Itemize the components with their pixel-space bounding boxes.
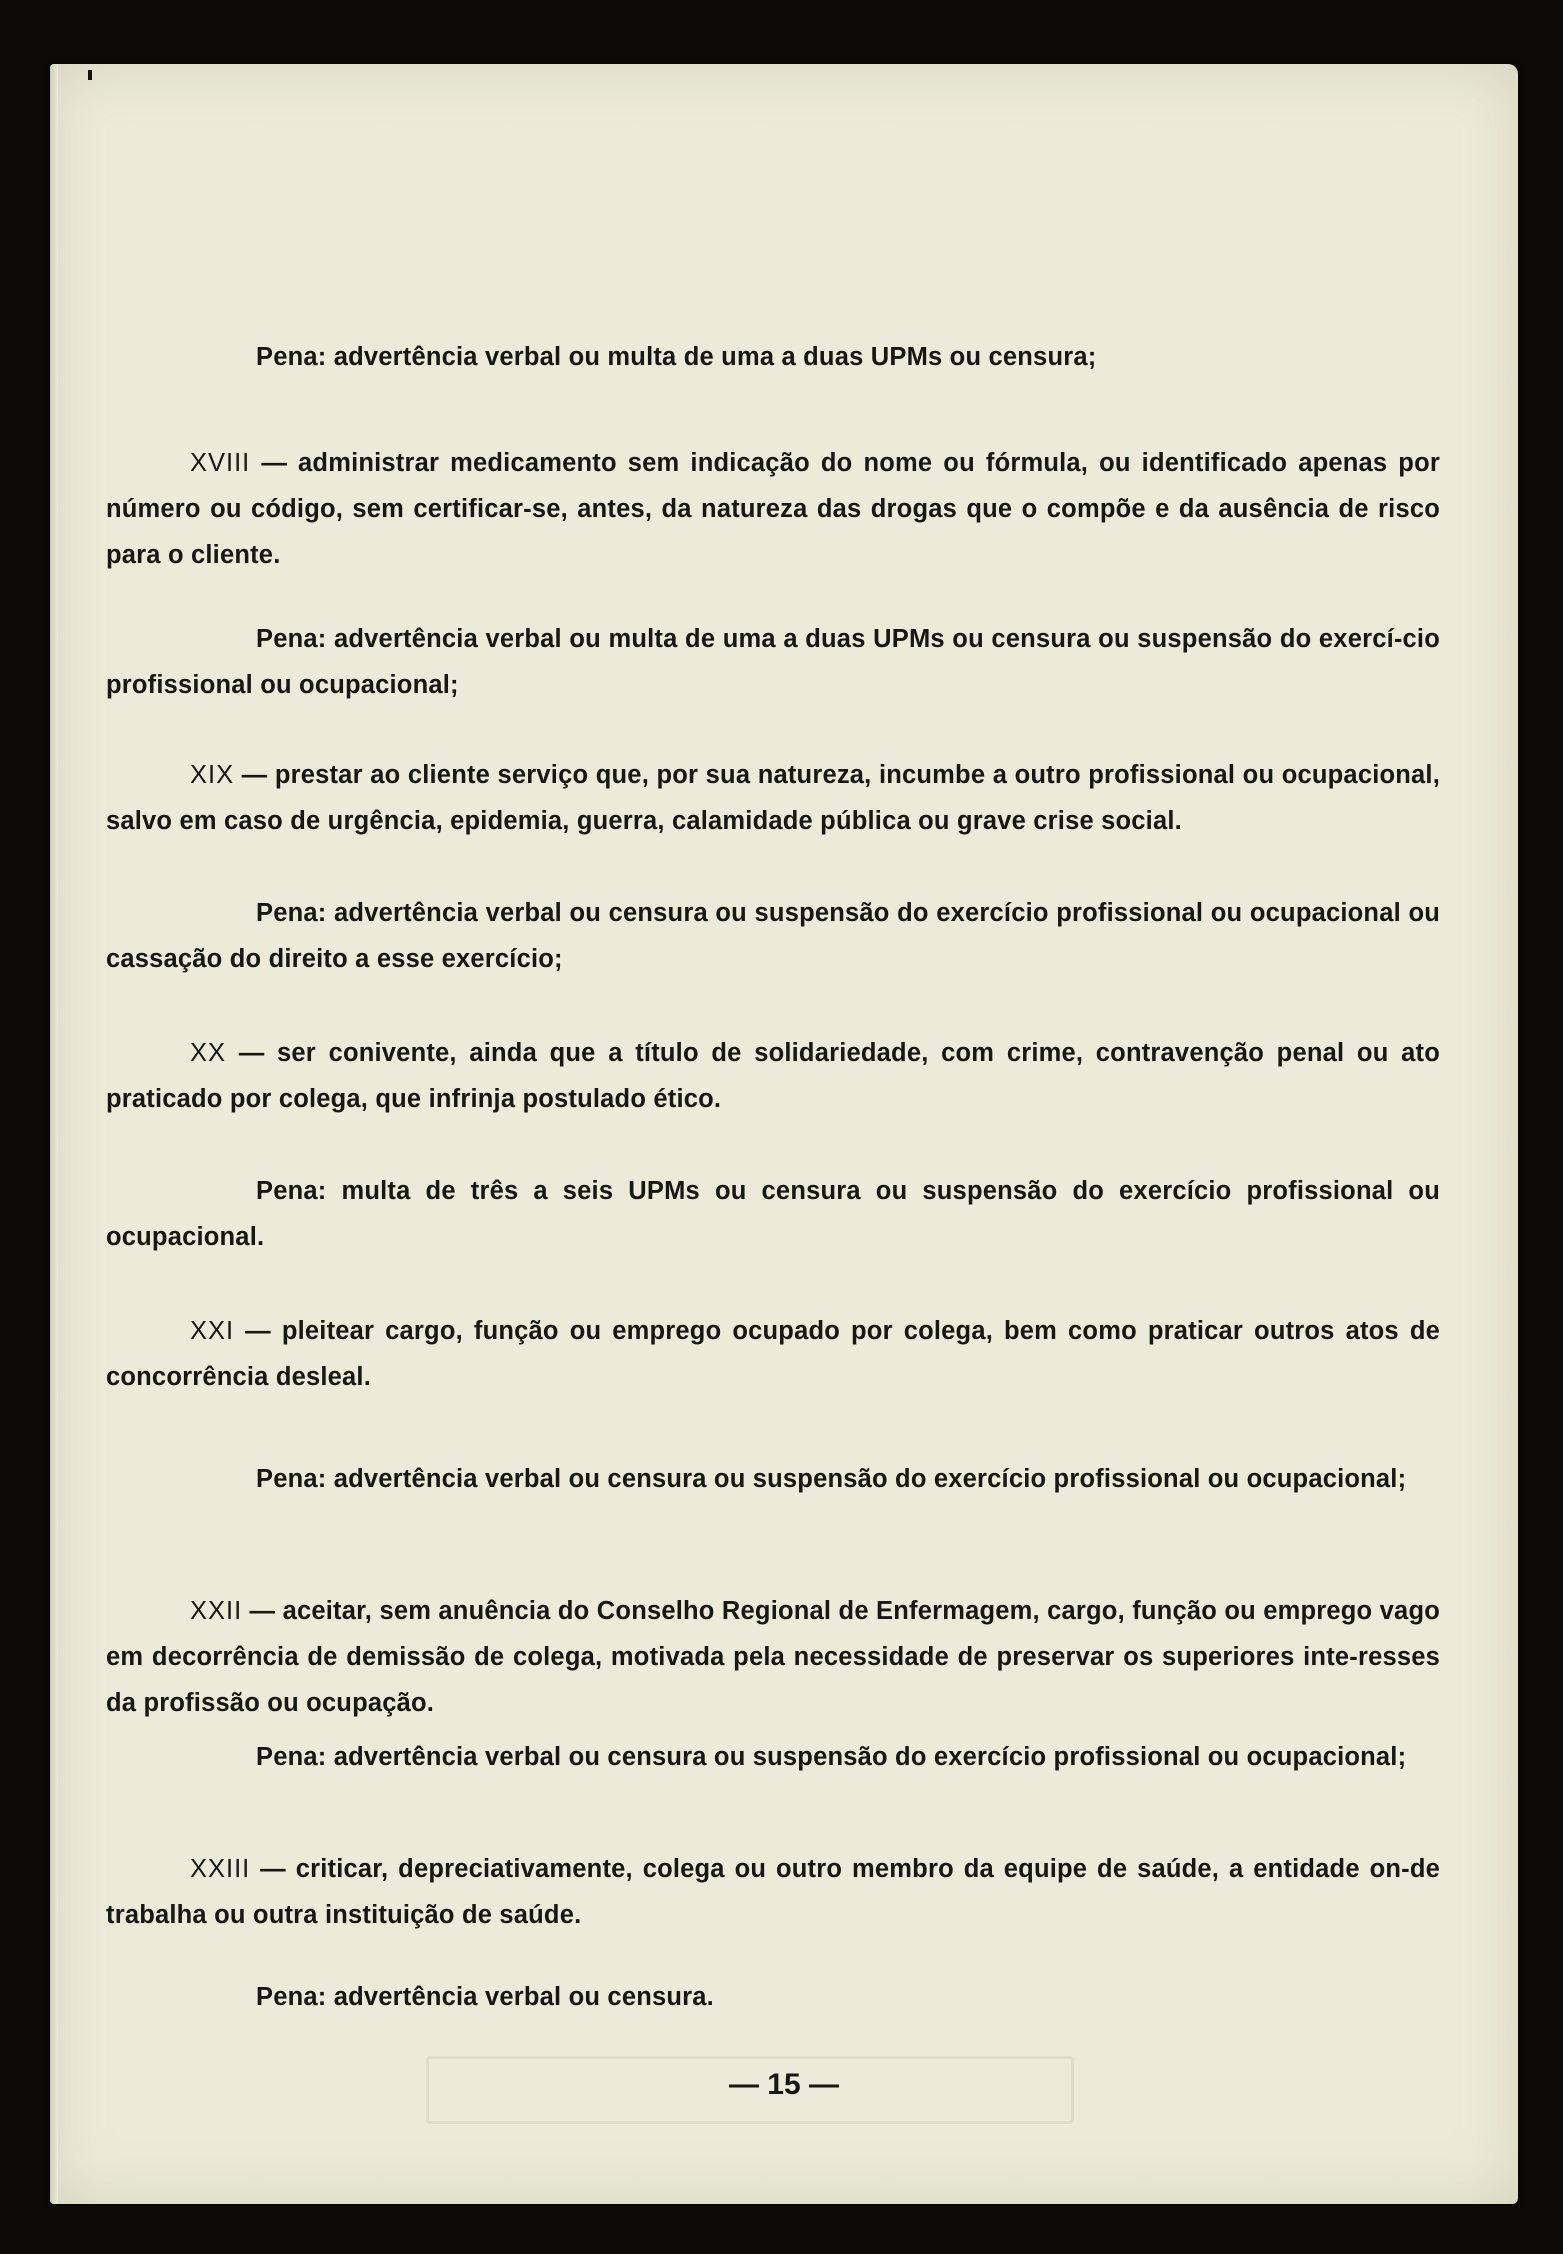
item-number: XIX [190, 761, 235, 789]
penalty-paragraph [106, 616, 1440, 708]
penalty-text: advertência verbal ou censura ou suspensão do exercício profissional ou ocupacional; [333, 1743, 1407, 1771]
item-number: XX [190, 1039, 227, 1067]
penalty-label: Pena: [256, 625, 327, 653]
penalty-paragraph [106, 1168, 1440, 1260]
article-item [106, 1030, 1440, 1122]
item-number: XXII [190, 1597, 243, 1625]
penalty-text: multa de três a seis UPMs ou censura ou suspensão do exercício profissional ou ocupacional. [106, 1177, 1440, 1251]
page-edge [50, 64, 58, 2204]
margin-mark [88, 70, 92, 80]
penalty-label: Pena: [256, 1983, 327, 2011]
article-item [106, 1308, 1440, 1400]
item-text: — aceitar, sem anuência do Conselho Regional de Enfermagem, cargo, função ou emprego vago em decorrência de demissão de colega, motivada pela necessidade de preservar os superiores inte-resses da profissão ou ocupação. [106, 1597, 1440, 1717]
penalty-label: Pena: [256, 1465, 327, 1493]
penalty-paragraph [106, 1974, 1440, 2020]
penalty-paragraph [106, 890, 1440, 982]
item-number: XXIII [190, 1855, 251, 1883]
article-item [106, 440, 1440, 578]
penalty-text: advertência verbal ou censura. [333, 1983, 714, 2011]
article-item [106, 1846, 1440, 1938]
item-number: XVIII [190, 449, 251, 477]
penalty-paragraph [106, 334, 1440, 380]
penalty-paragraph [106, 1456, 1440, 1502]
penalty-text: advertência verbal ou censura ou suspensão do exercício profissional ou ocupacional; [333, 1465, 1407, 1493]
penalty-label: Pena: [256, 343, 327, 371]
item-text: — criticar, depreciativamente, colega ou outro membro da equipe de saúde, a entidade on-de trabalha ou outra instituição de saúde. [106, 1855, 1440, 1929]
penalty-label: Pena: [256, 1743, 327, 1771]
penalty-paragraph [106, 1734, 1440, 1780]
penalty-label: Pena: [256, 899, 327, 927]
article-item [106, 752, 1440, 844]
item-text: — pleitear cargo, função ou emprego ocupado por colega, bem como praticar outros atos de concorrência desleal. [106, 1317, 1440, 1391]
penalty-text: advertência verbal ou multa de uma a duas UPMs ou censura ou suspensão do exercí-cio profissional ou ocupacional; [106, 625, 1440, 699]
page-number: — 15 — [728, 2068, 840, 2101]
penalty-label: Pena: [256, 1177, 327, 1205]
item-text: — prestar ao cliente serviço que, por sua natureza, incumbe a outro profissional ou ocupacional, salvo em caso de urgência, epidemia, guerra, calamidade pública ou grave crise social. [106, 761, 1440, 835]
penalty-text: advertência verbal ou censura ou suspensão do exercício profissional ou ocupacional ou cassação do direito a esse exercício; [106, 899, 1440, 973]
penalty-text: advertência verbal ou multa de uma a duas UPMs ou censura; [333, 343, 1097, 371]
item-text: — administrar medicamento sem indicação do nome ou fórmula, ou identificado apenas por número ou código, sem certificar-se, antes, da natureza das drogas que o compõe e da ausência de risco para o cliente. [106, 449, 1440, 569]
article-item [106, 1588, 1440, 1726]
item-text: — ser conivente, ainda que a título de solidariedade, com crime, contravenção penal ou ato praticado por colega, que infrinja postulado ético. [106, 1039, 1440, 1113]
document-page [50, 64, 1518, 2204]
item-number: XXI [190, 1317, 235, 1345]
